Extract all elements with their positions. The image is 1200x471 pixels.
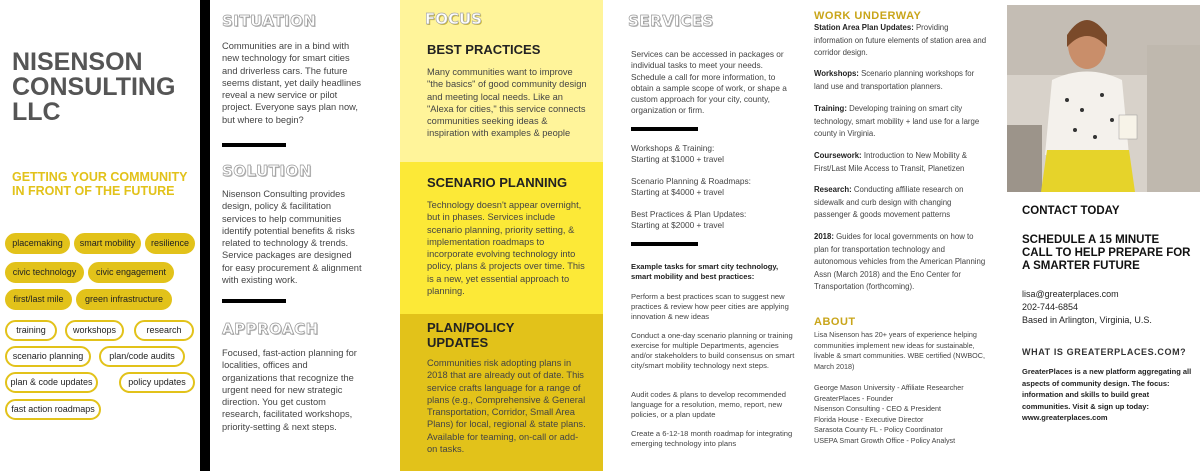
services-heading: SERVICES: [628, 12, 714, 30]
tag-scenario-planning: scenario planning: [5, 346, 91, 367]
tag-training: training: [5, 320, 57, 341]
tag-plan-code-updates: plan & code updates: [5, 372, 98, 393]
divider-bar: [631, 242, 698, 246]
focus-panel: [400, 0, 603, 471]
tag-first-last-mile: first/last mile: [5, 289, 72, 310]
role-item: Nisenson Consulting - CEO & President: [814, 404, 942, 413]
task-item: Audit codes & plans to develop recommended language for a resolution, memo, report, new policies, or a plan update: [631, 390, 786, 419]
situation-panel: [210, 0, 400, 471]
scenario-planning-heading: SCENARIO PLANNING: [427, 175, 568, 190]
scenario-planning-text: Technology doesn't appear overnight, but in phases. Services include scenario planning, priority setting, & implementation roadmaps to incorporate evolving technology into policy, plans & projects over time. This is a new, yet essential approach to planning.: [427, 200, 585, 297]
tag-civic-engagement: civic engagement: [88, 262, 174, 283]
example-tasks-heading: Example tasks for smart city technology, smart mobility and best practices:: [631, 262, 779, 281]
role-item: Florida House - Executive Director: [814, 414, 924, 424]
tag-civic-technology: civic technology: [5, 262, 84, 283]
role-item: GreaterPlaces - Founder: [814, 393, 894, 403]
contact-panel: [1007, 0, 1200, 471]
company-name: NISENSON CONSULTING LLC: [12, 48, 176, 126]
roles-list: [814, 383, 989, 446]
contact-location: Based in Arlington, Virginia, U.S.: [1022, 315, 1152, 325]
greaterplaces-text: GreaterPlaces is a new platform aggregating all aspects of community design. The focus: information and skills to build great communities. Visit & sign up today: www.greaterplaces.com: [1022, 367, 1192, 422]
policy-updates-heading: PLAN/POLICY UPDATES: [427, 320, 515, 350]
tag-research: research: [134, 320, 194, 341]
tag-resilience: resilience: [145, 233, 195, 254]
focus-heading: FOCUS: [425, 10, 482, 28]
role-item: USEPA Smart Growth Office - Policy Analyst: [814, 435, 956, 445]
divider-bar: [222, 299, 286, 303]
contact-phone[interactable]: 202-744-6854: [1022, 302, 1079, 312]
divider-bar: [222, 143, 286, 147]
work-underway-panel: [799, 0, 1007, 471]
work-item-station: Station Area Plan Updates: Providing information on future elements of station area and corridor design.: [814, 23, 987, 57]
work-item-research: Research: Conducting affiliate research on sidewalk and curb design with changing passenger & goods movement patterns: [814, 185, 964, 219]
situation-text: Communities are in a bind with new technology for smart cities and driverless cars. The future seems distant, yet daily headlines reveal a new service or pilot project. Everyone says plan now, but where to begin?: [222, 41, 362, 125]
tag-green-infrastructure: green infrastructure: [76, 289, 172, 310]
greaterplaces-heading: WHAT IS GREATERPLACES.COM?: [1022, 347, 1187, 357]
task-item: Conduct a one-day scenario planning or training exercise for multiple Departments, agencies and/or stakeholders to build consensus on smart city/smart mobility technology next steps.: [631, 331, 795, 370]
tag-workshops: workshops: [65, 320, 124, 341]
tag-placemaking: placemaking: [5, 233, 70, 254]
approach-heading: APPROACH: [222, 320, 319, 338]
package-workshops: Workshops & Training: Starting at $1000 + travel: [631, 143, 724, 165]
about-text: Lisa Nisenson has 20+ years of experience helping communities implement new ideas for sustainable, livable & smart communities. WBE certified (NWBOC, March 2018): [814, 330, 985, 371]
role-item: Sarasota County FL - Policy Coordinator: [814, 425, 943, 434]
work-item-training: Training: Developing training on smart city technology, smart mobility + land use for a large county in Virginia.: [814, 104, 980, 138]
task-item: Perform a best practices scan to suggest new practices & review how peer cities are applying innovation & new ideas: [631, 292, 789, 321]
services-intro: Services can be accessed in packages or individual tasks to meet your needs. Schedule a call for more information, to obtain a sample scope of work, or shape a custom approach for your city, county, organization or firm.: [631, 49, 787, 116]
work-item-workshops: Workshops: Scenario planning workshops for land use and transportation planners.: [814, 69, 975, 91]
situation-heading: SITUATION: [222, 12, 317, 30]
portrait-photo: [1007, 5, 1200, 192]
divider-bar: [631, 127, 698, 131]
work-item-coursework: Coursework: Introduction to New Mobility & First/Last Mile Access to Transit, Planetizen: [814, 151, 967, 173]
policy-updates-text: Communities risk adopting plans in 2018 that are already out of date. This service crafts language for a range of plans (e.g., Comprehensive & General Transportation, Corridor, Small Area Plans) for local, regional & state plans. Available for teaming, on-call or add-on tasks.: [427, 358, 586, 455]
about-heading: ABOUT: [814, 316, 856, 328]
brand-panel: [0, 0, 200, 471]
approach-text: Focused, fast-action planning for localities, offices and organizations that recognize the urgent need for new strategic direction. You get custom research, facilitated workshops, priority-setting & next steps.: [222, 348, 357, 432]
tag-plan-code-audits: plan/code audits: [99, 346, 185, 367]
role-item: George Mason University - Affiliate Researcher: [814, 383, 964, 392]
portrait-illustration: [1007, 5, 1200, 192]
contact-heading: CONTACT TODAY: [1022, 205, 1120, 217]
work-underway-heading: WORK UNDERWAY: [814, 10, 922, 22]
tagline: GETTING YOUR COMMUNITY IN FRONT OF THE FUTURE: [12, 170, 188, 198]
solution-heading: SOLUTION: [222, 162, 312, 180]
best-practices-text: Many communities want to improve "the basics" of good community design and meeting local needs. Like an "Alexa for cities," this service connects communities seeking ideas & inspiration with examples & people: [427, 67, 587, 139]
tag-fast-action-roadmaps: fast action roadmaps: [5, 399, 101, 420]
services-panel: [603, 0, 799, 471]
work-item-2018: 2018: Guides for local governments on how to plan for transportation technology and autonomous vehicles from the American Planning Assn (March 2018) and the Eno Center for Transportation (forthcoming).: [814, 232, 986, 291]
package-best-practices: Best Practices & Plan Updates: Starting at $2000 + travel: [631, 209, 747, 231]
solution-text: Nisenson Consulting provides design, policy & facilitation services to help communities identify potential benefits & risks related to technology & trends. Service packages are designed for easy procurement & alignment with existing work.: [222, 189, 362, 286]
task-item: Create a 6-12-18 month roadmap for integrating emerging technology into plans: [631, 429, 793, 448]
contact-email[interactable]: lisa@greaterplaces.com: [1022, 289, 1119, 299]
tag-smart-mobility: smart mobility: [74, 233, 141, 254]
call-to-action: SCHEDULE A 15 MINUTE CALL TO HELP PREPARE FOR A SMARTER FUTURE: [1022, 234, 1191, 272]
package-scenario: Scenario Planning & Roadmaps: Starting at $4000 + travel: [631, 176, 751, 198]
tag-policy-updates: policy updates: [119, 372, 195, 393]
best-practices-heading: BEST PRACTICES: [427, 42, 541, 57]
